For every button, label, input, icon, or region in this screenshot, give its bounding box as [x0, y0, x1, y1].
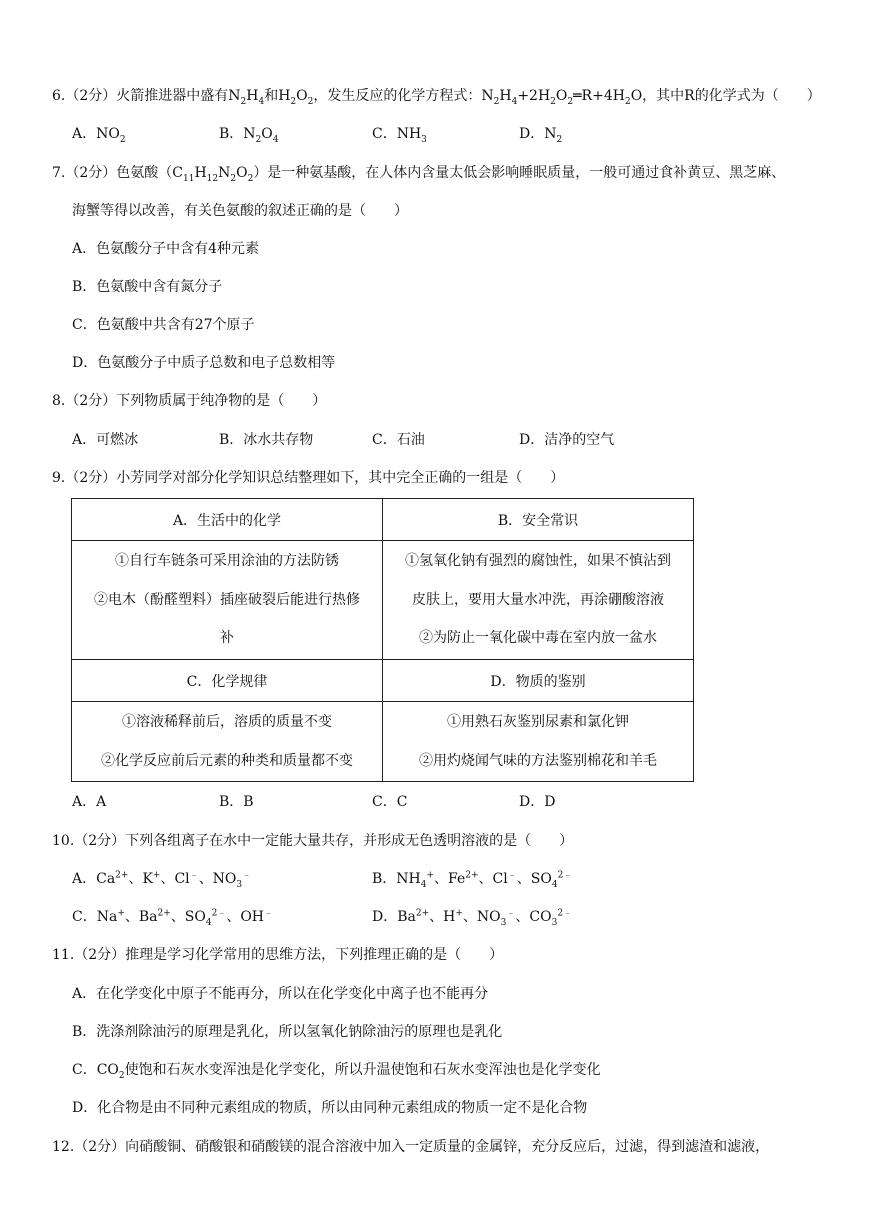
- question-12-stem: 12.（2分）向硝酸铜、硝酸银和硝酸镁的混合溶液中加入一定质量的金属锌，充分反应后，过滤，得到滤渣和滤液，: [52, 1139, 770, 1155]
- question-8-option-a[interactable]: A．可燃冰: [72, 432, 139, 448]
- question-6-option-c[interactable]: C．$NH_3$: [372, 126, 427, 145]
- question-11-option-c[interactable]: C．$CO_2$使饱和石灰水变浑浊是化学变化，所以升温使饱和石灰水变浑浊也是化学变化: [72, 1062, 601, 1081]
- question-9-option-d[interactable]: D．D: [519, 794, 556, 810]
- table-cell-a-line3: 补: [220, 630, 234, 647]
- table-head-d: D．物质的鉴别: [383, 660, 694, 702]
- question-6-option-b[interactable]: B．$N_2O_4$: [219, 126, 279, 145]
- question-7-stem-line2: 海蟹等得以改善，有关色氨酸的叙述正确的是（ ）: [72, 203, 408, 219]
- question-7-stem: 7.（2分）色氨酸$(C_{11}H_{12}N_2O_2)$是一种氨基酸，在人体内含量太低会影响睡眠质量，一般可通过食补黄豆、黑芝麻、: [52, 165, 786, 184]
- table-cell-b: [383, 541, 694, 660]
- table-head-c: C．化学规律: [72, 660, 383, 702]
- table-cell-c-line2: ②化学反应前后元素的种类和质量都不变: [101, 752, 353, 769]
- table-cell-d-line2: ②用灼烧闻气味的方法鉴别棉花和羊毛: [419, 752, 657, 769]
- knowledge-table: [71, 498, 694, 782]
- question-7-option-b[interactable]: B．色氨酸中含有氮分子: [72, 279, 223, 295]
- question-8-stem: 8.（2分）下列物质属于纯净物的是（ ）: [52, 393, 327, 409]
- question-6-option-d[interactable]: D．$N_2$: [519, 126, 563, 145]
- table-cell-b-line2: 皮肤上，要用大量水冲洗，再涂硼酸溶液: [412, 591, 664, 608]
- question-10-option-b[interactable]: B．$NH_4^+$、$Fe^{2+}$、Cl﹣、$SO_4^{2﹣}$: [372, 870, 573, 890]
- question-11-option-b[interactable]: B．洗涤剂除油污的原理是乳化，所以氢氧化钠除油污的原理也是乳化: [72, 1024, 503, 1040]
- question-11-stem: 11.（2分）推理是学习化学常用的思维方法，下列推理正确的是（ ）: [52, 947, 504, 963]
- question-9-option-a[interactable]: A．A: [72, 794, 107, 810]
- question-7-option-d[interactable]: D．色氨酸分子中质子总数和电子总数相等: [72, 355, 336, 371]
- question-7-option-a[interactable]: A．色氨酸分子中含有4种元素: [72, 241, 260, 257]
- table-cell-c-line1: ①溶液稀释前后，溶质的质量不变: [122, 714, 332, 730]
- table-cell-d-line1: ①用熟石灰鉴别尿素和氯化钾: [447, 714, 629, 730]
- question-9-option-c[interactable]: C．C: [372, 794, 408, 810]
- question-11-option-d[interactable]: D．化合物是由不同种元素组成的物质，所以由同种元素组成的物质一定不是化合物: [72, 1100, 588, 1116]
- question-10-stem: 10.（2分）下列各组离子在水中一定能大量共存，并形成无色透明溶液的是（ ）: [52, 833, 574, 849]
- table-cell-b-line3: ②为防止一氧化碳中毒在室内放一盆水: [419, 630, 657, 647]
- question-6-option-a[interactable]: A．$NO_2$: [72, 126, 126, 145]
- table-cell-a: [72, 541, 383, 660]
- table-cell-c: [72, 702, 383, 782]
- question-9-stem: 9.（2分）小芳同学对部分化学知识总结整理如下，其中完全正确的一组是（ ）: [52, 470, 565, 486]
- question-10-option-a[interactable]: A．$Ca^{2+}$、K+、Cl﹣、$NO_3^﹣$: [72, 870, 252, 890]
- table-cell-a-line1: ①自行车链条可采用涂油的方法防锈: [115, 553, 339, 570]
- table-cell-b-line1: ①氢氧化钠有强烈的腐蚀性，如果不慎沾到: [405, 553, 671, 570]
- question-6-stem: 6.（2分）火箭推进器中盛有$N_2H_4$和$H_2O_2$，发生反应的化学方程式：$N_2H_4+2H_2O_2═R+4H_2O$，其中R的化学式为（ ）: [52, 88, 821, 107]
- question-8-option-d[interactable]: D．洁净的空气: [519, 432, 615, 448]
- table-cell-a-line2: ②电木（酚醛塑料）插座破裂后能进行热修: [94, 591, 360, 608]
- question-8-option-b[interactable]: B．冰水共存物: [219, 432, 314, 448]
- table-head-b: B．安全常识: [383, 499, 694, 541]
- question-11-option-a[interactable]: A．在化学变化中原子不能再分，所以在化学变化中离子也不能再分: [72, 986, 489, 1002]
- question-9-option-b[interactable]: B．B: [219, 794, 254, 810]
- table-head-a: A．生活中的化学: [72, 499, 383, 541]
- question-10-option-c[interactable]: C．Na+、$Ba^{2+}$、$SO_4^{2﹣}$、OH﹣: [72, 908, 274, 928]
- question-10-option-d[interactable]: D．$Ba^{2+}$、H+、$NO_3^﹣$、$CO_3^{2﹣}$: [372, 908, 573, 928]
- question-7-option-c[interactable]: C．色氨酸中共含有27个原子: [72, 317, 255, 333]
- table-cell-d: [383, 702, 694, 782]
- question-8-option-c[interactable]: C．石油: [372, 432, 425, 448]
